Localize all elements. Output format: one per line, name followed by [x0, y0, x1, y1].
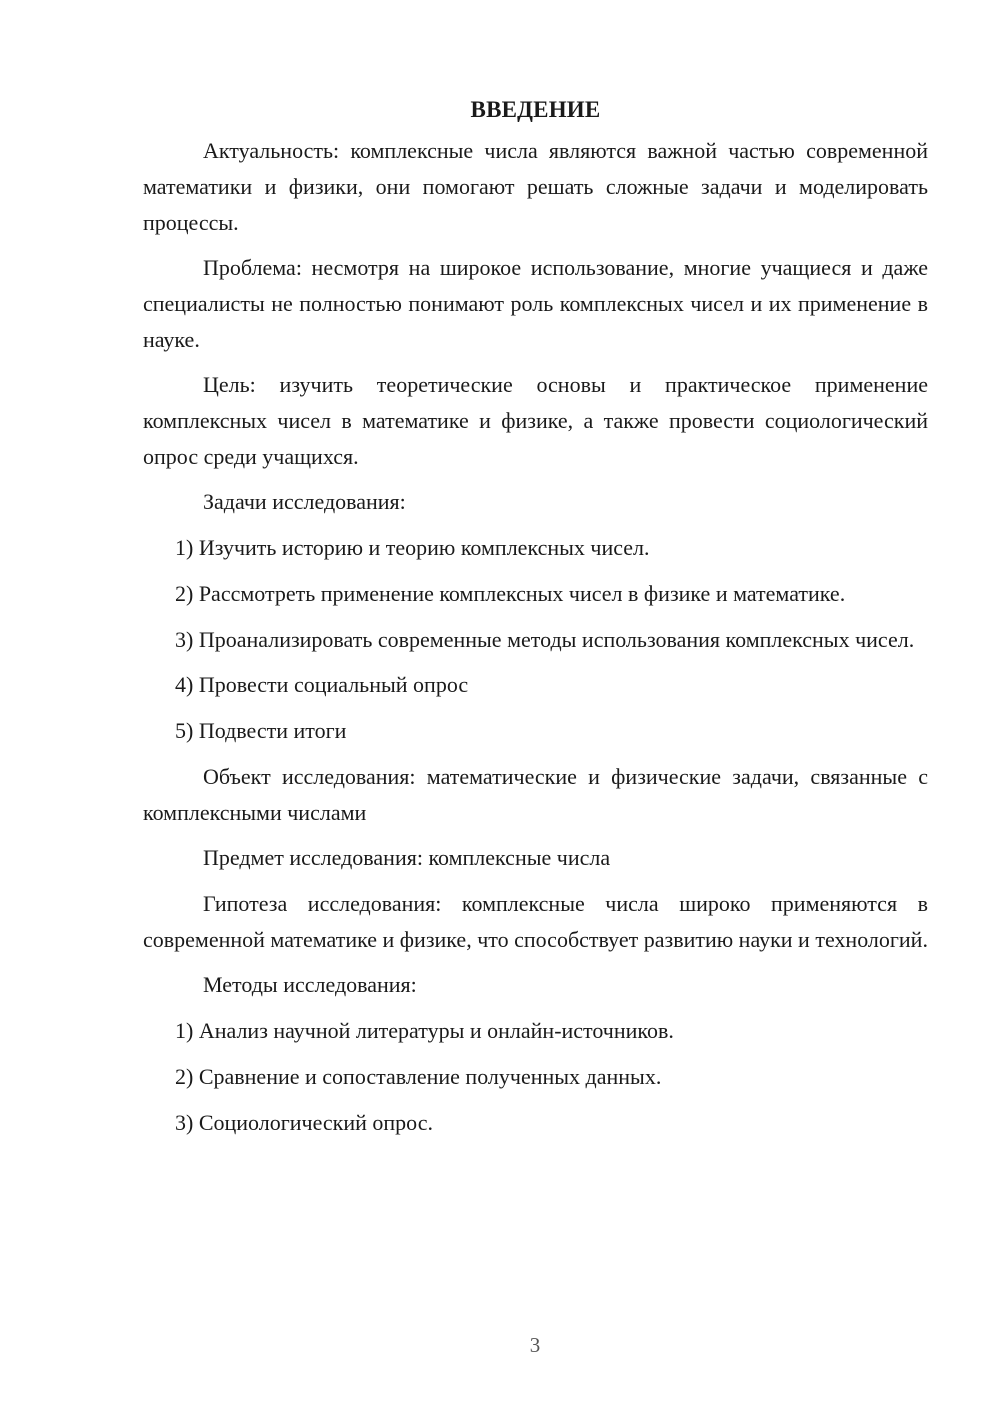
list-item: 3) Социологический опрос.	[175, 1110, 433, 1135]
list-item: 3) Проанализировать современные методы использования комплексных чисел.	[175, 627, 915, 652]
methods-list	[143, 1013, 928, 1141]
document-body	[143, 95, 928, 1151]
list-item: 2) Сравнение и сопоставление полученных данных.	[175, 1064, 662, 1089]
page-number: 3	[529, 1333, 541, 1357]
subject-paragraph: Предмет исследования: комплексные числа	[203, 845, 611, 870]
tasks-title: Задачи исследования:	[203, 489, 406, 514]
list-item: 2) Рассмотреть применение комплексных чисел в физике и математике.	[175, 581, 846, 606]
methods-title: Методы исследования:	[203, 972, 417, 997]
list-item: 1) Анализ научной литературы и онлайн-источников.	[175, 1018, 674, 1043]
section-heading: ВВЕДЕНИЕ	[470, 97, 601, 122]
tasks-list	[143, 530, 928, 749]
problem-paragraph: Проблема: несмотря на широкое использование, многие учащиеся и даже специалисты не полностью понимают роль комплексных чисел и их применение в науке.	[143, 255, 928, 352]
relevance-paragraph: Актуальность: комплексные числа являются важной частью современной математики и физики, они помогают решать сложные задачи и моделировать процессы.	[143, 138, 928, 235]
list-item: 4) Провести социальный опрос	[175, 672, 469, 697]
list-item: 1) Изучить историю и теорию комплексных чисел.	[175, 535, 650, 560]
object-paragraph: Объект исследования: математические и физические задачи, связанные с комплексными числами	[143, 764, 928, 825]
hypothesis-paragraph: Гипотеза исследования: комплексные числа широко применяются в современной математике и физике, что способствует развитию науки и технологий.	[143, 891, 928, 952]
goal-paragraph: Цель: изучить теоретические основы и практическое применение комплексных чисел в математике и физике, а также провести социологический опрос среди учащихся.	[143, 372, 928, 469]
list-item: 5) Подвести итоги	[175, 718, 347, 743]
